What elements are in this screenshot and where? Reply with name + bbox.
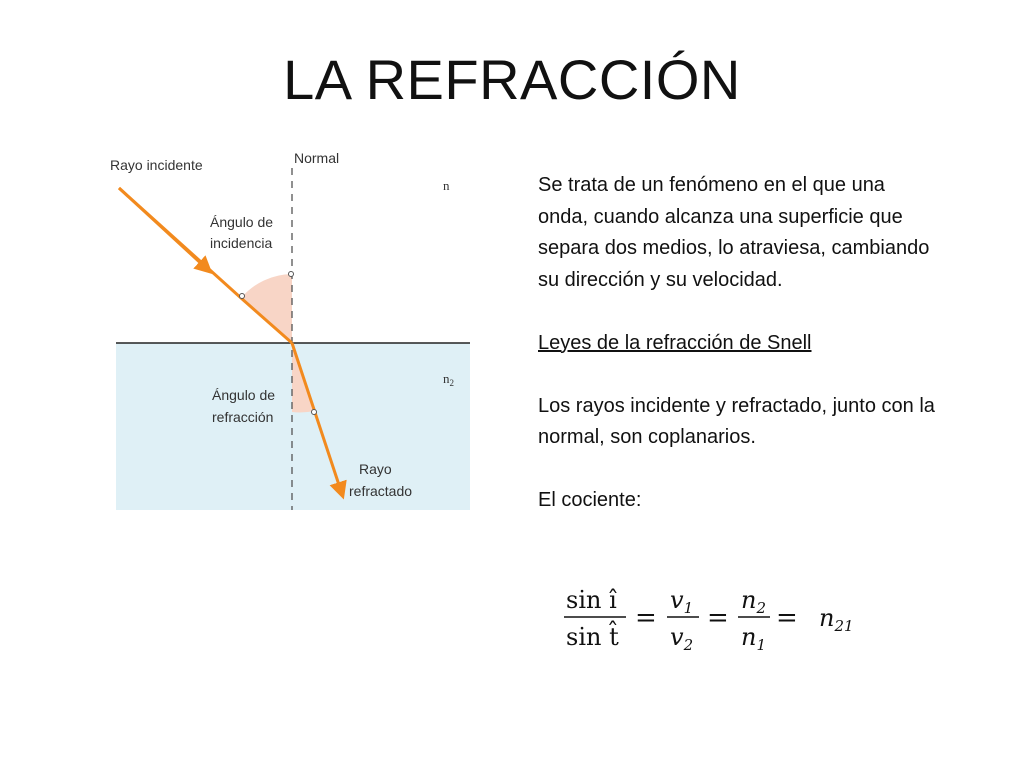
refracted-ray-label-line1: Rayo	[359, 461, 392, 477]
incidence-angle-marker	[289, 272, 294, 277]
formula-result: $n_{21}$	[819, 604, 854, 635]
incident-ray-label: Rayo incidente	[110, 157, 203, 173]
refraction-angle-label-line1: Ángulo de	[212, 387, 276, 403]
snell-law-1: Los rayos incidente y refractado, junto con la normal, son coplanarios.	[538, 394, 935, 448]
formula-equals-3: =	[776, 603, 798, 633]
refracted-ray-label-line2: refractado	[349, 483, 413, 499]
refraction-angle-label-line2: refracción	[212, 409, 274, 425]
formula-denominator-2: $v_2$	[670, 623, 694, 654]
incident-ray-marker	[240, 294, 245, 299]
medium-1-label: n	[443, 178, 450, 193]
formula-numerator-3: $n_2$	[741, 586, 767, 617]
formula-numerator-1: sin î	[566, 586, 617, 614]
refraction-diagram-svg	[100, 140, 480, 520]
spacer	[538, 454, 938, 486]
snell-laws-heading: Leyes de la refracción de Snell	[538, 331, 812, 354]
snell-formula	[562, 580, 882, 660]
refraction-diagram	[100, 140, 480, 520]
medium-2-label: $n_2$	[443, 371, 454, 388]
normal-label: Normal	[294, 150, 340, 166]
formula-numerator-2: $v_1$	[670, 586, 694, 617]
slide-title: LA REFRACCIÓN	[283, 48, 741, 111]
formula-denominator-3: $n_1$	[741, 623, 767, 654]
incidence-angle-label-line2: incidencia	[210, 235, 273, 251]
spacer	[538, 296, 938, 328]
refraction-angle-marker	[312, 410, 317, 415]
snell-formula-svg	[562, 580, 882, 660]
spacer	[538, 359, 938, 391]
formula-equals-1: =	[635, 603, 657, 633]
description-paragraph: Se trata de un fenómeno en el que una onda, cuando alcanza una superficie que separa dos medios, lo atraviesa, cambiando su dirección y su velocidad.	[538, 174, 930, 291]
quotient-label: El cociente:	[538, 489, 642, 511]
incidence-angle-arc	[241, 274, 292, 343]
content-text-block	[538, 170, 938, 517]
formula-equals-2: =	[707, 603, 729, 633]
incidence-angle-label-line1: Ángulo de	[210, 214, 274, 230]
formula-denominator-1: sin t̂	[566, 623, 619, 651]
incident-ray-arrow	[119, 188, 206, 268]
